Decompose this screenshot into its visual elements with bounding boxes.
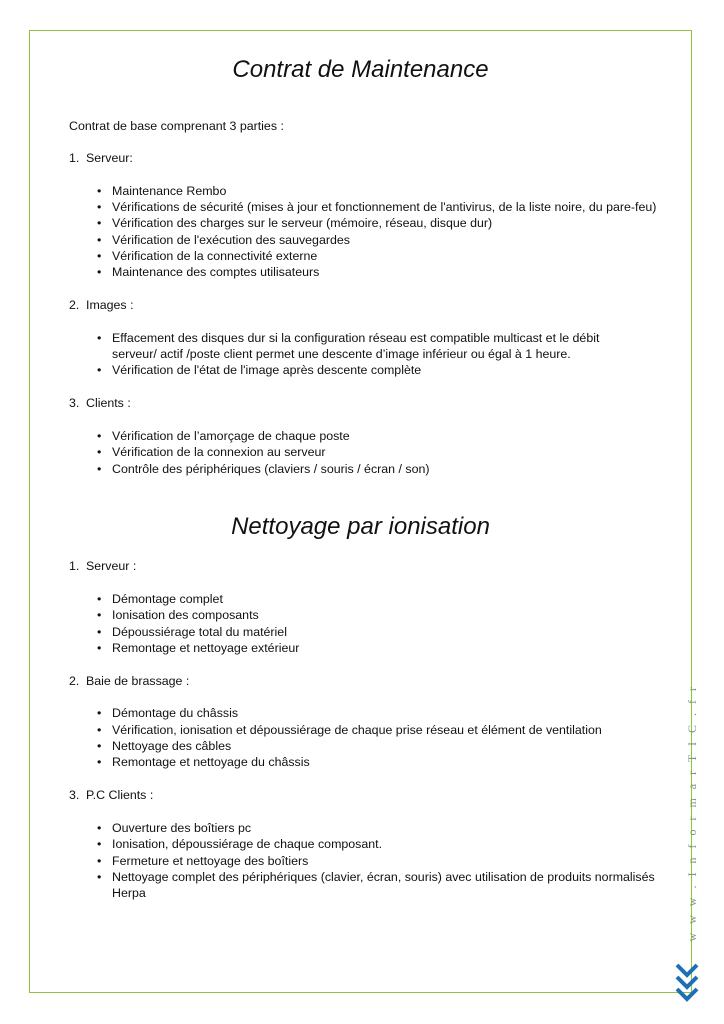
list-item: Effacement des disques dur si la configuration réseau est compatible multicast et le débit: [112, 331, 600, 345]
bullet-dot: •: [97, 184, 102, 198]
bullet-dot: •: [97, 625, 102, 639]
list-heading: Clients :: [86, 396, 131, 410]
bullet-dot: •: [97, 265, 102, 279]
bullet-dot: •: [97, 592, 102, 606]
bullet-dot: •: [97, 854, 102, 868]
list-item: Démontage complet: [112, 592, 223, 606]
bullet-dot: •: [97, 755, 102, 769]
bullet-dot: •: [97, 462, 102, 476]
list-number: 2.: [69, 674, 80, 688]
list-item: Nettoyage des câbles: [112, 739, 232, 753]
list-heading: P.C Clients :: [86, 788, 154, 802]
bullet-dot: •: [97, 249, 102, 263]
bullet-dot: •: [97, 200, 102, 214]
list-item: Ionisation, dépoussiérage de chaque composant.: [112, 837, 383, 851]
list-number: 2.: [69, 298, 80, 312]
list-item: Vérifications de sécurité (mises à jour et fonctionnement de l'antivirus, de la liste noire, du pare-feu): [112, 200, 657, 214]
bullet-dot: •: [97, 870, 102, 884]
bullet-dot: •: [97, 445, 102, 459]
bullet-dot: •: [97, 706, 102, 720]
bullet-dot: •: [97, 723, 102, 737]
bullet-dot: •: [97, 739, 102, 753]
chevron-down-icon: [675, 962, 699, 1008]
website-watermark: w w w . I n f o r m a r T I C . f r: [685, 684, 699, 942]
list-item: Maintenance des comptes utilisateurs: [112, 265, 320, 279]
list-heading: Serveur:: [86, 151, 133, 165]
bullet-dot: •: [97, 837, 102, 851]
list-item: Remontage et nettoyage du châssis: [112, 755, 310, 769]
list-item: Contrôle des périphériques (claviers / souris / écran / son): [112, 462, 430, 476]
list-item: Nettoyage complet des périphériques (clavier, écran, souris) avec utilisation de produits normalisés: [112, 870, 655, 884]
list-item: Vérification de la connectivité externe: [112, 249, 318, 263]
bullet-dot: •: [97, 821, 102, 835]
list-item: Vérification, ionisation et dépoussiérage de chaque prise réseau et élément de ventilation: [112, 723, 602, 737]
list-heading: Baie de brassage :: [86, 674, 190, 688]
list-item: Dépoussiérage total du matériel: [112, 625, 287, 639]
list-item: Fermeture et nettoyage des boîtiers: [112, 854, 309, 868]
list-number: 1.: [69, 559, 80, 573]
bullet-dot: •: [97, 216, 102, 230]
list-heading: Images :: [86, 298, 134, 312]
list-item: Remontage et nettoyage extérieur: [112, 641, 300, 655]
list-item: Ionisation des composants: [112, 608, 259, 622]
bullet-dot: •: [97, 641, 102, 655]
list-heading: Serveur :: [86, 559, 137, 573]
section-title: Nettoyage par ionisation: [231, 513, 490, 540]
section-intro: Contrat de base comprenant 3 parties :: [69, 119, 284, 133]
bullet-dot: •: [97, 429, 102, 443]
list-number: 1.: [69, 151, 80, 165]
list-item: Vérification de l'état de l'image après descente complète: [112, 363, 422, 377]
list-item: Herpa: [112, 886, 146, 900]
list-number: 3.: [69, 396, 80, 410]
bullet-dot: •: [97, 233, 102, 247]
list-item: Démontage du châssis: [112, 706, 239, 720]
bullet-dot: •: [97, 331, 102, 345]
section-title: Contrat de Maintenance: [232, 56, 489, 83]
list-item: Ouverture des boîtiers pc: [112, 821, 252, 835]
list-item: Vérification de l’amorçage de chaque poste: [112, 429, 350, 443]
bullet-dot: •: [97, 363, 102, 377]
list-item: Vérification de la connexion au serveur: [112, 445, 326, 459]
list-number: 3.: [69, 788, 80, 802]
list-item: serveur/ actif /poste client permet une descente d’image inférieur ou égal à 1 heure.: [112, 347, 571, 361]
list-item: Vérification des charges sur le serveur (mémoire, réseau, disque dur): [112, 216, 493, 230]
list-item: Maintenance Rembo: [112, 184, 227, 198]
list-item: Vérification de l'exécution des sauvegardes: [112, 233, 350, 247]
bullet-dot: •: [97, 608, 102, 622]
